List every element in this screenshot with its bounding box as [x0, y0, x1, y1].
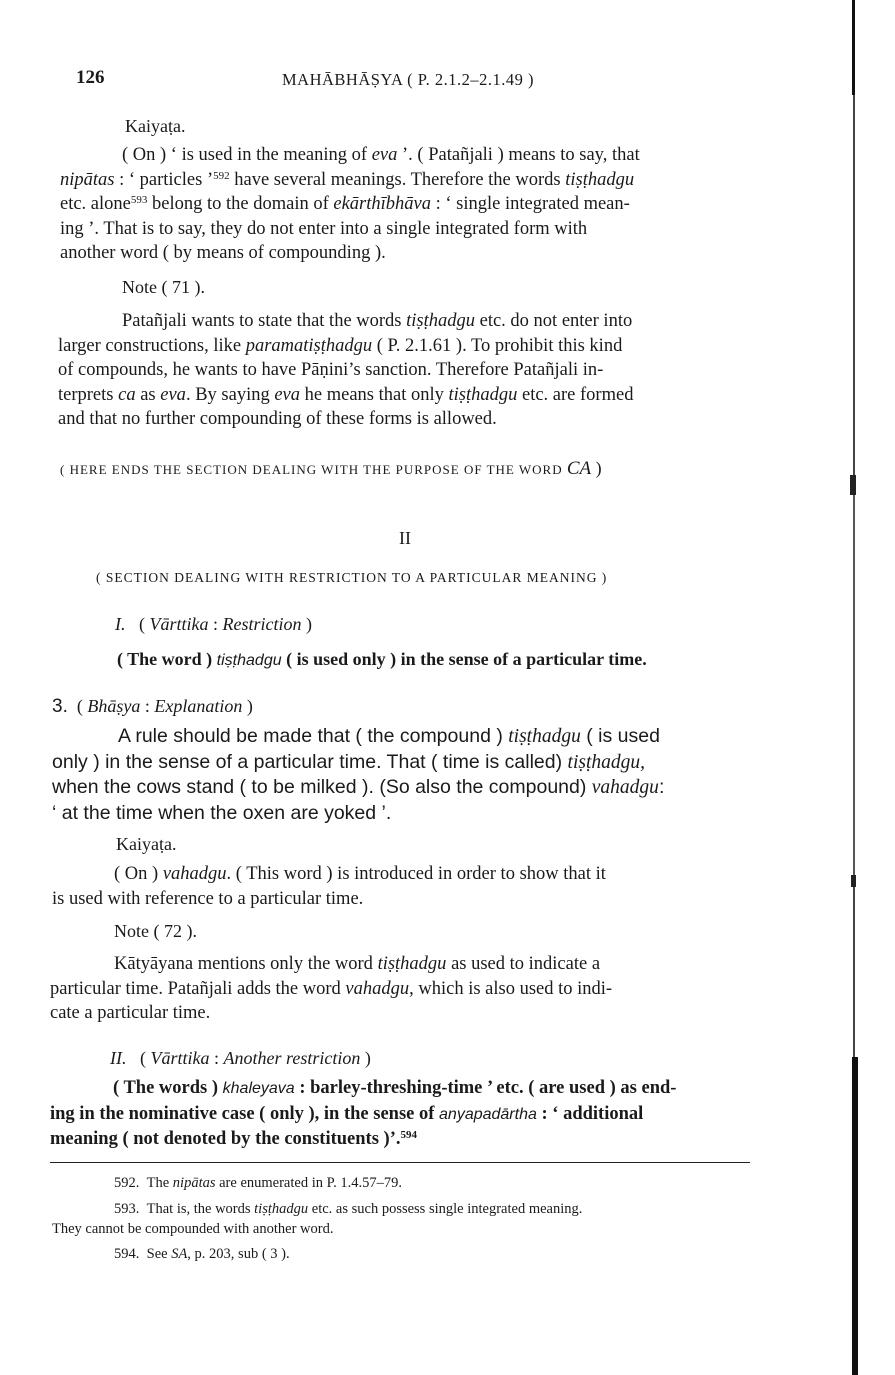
- varttika-1-heading: I. ( Vārttika : Restriction ): [115, 614, 313, 634]
- kaiyata-label-2: Kaiyaṭa.: [116, 834, 177, 854]
- kaiyata-paragraph-1: [60, 143, 762, 266]
- bhasya-paragraph: [52, 724, 752, 825]
- text-line: ‘ at the time when the oxen are yoked ’.: [52, 801, 392, 824]
- footnote-594: 594. See SA, p. 203, sub ( 3 ).: [114, 1246, 290, 1262]
- text-line: ( On ) ‘ is used in the meaning of eva ’. ( Patañjali ) means to say, that: [122, 145, 640, 165]
- note-72-label: Note ( 72 ).: [114, 921, 197, 941]
- text-line: Patañjali wants to state that the words tiṣṭhadgu etc. do not enter into: [122, 311, 633, 331]
- footnote-592: 592. The nipātas are enumerated in P. 1.4.57–79.: [114, 1175, 402, 1191]
- text-line: another word ( by means of compounding ).: [60, 243, 386, 263]
- section-end-line: ( HERE ENDS THE SECTION DEALING WITH THE PURPOSE OF THE WORD CA ): [60, 458, 602, 479]
- varttika-2-heading: II. ( Vārttika : Another restriction ): [110, 1048, 371, 1068]
- running-title: MAHĀBHĀṢYA ( P. 2.1.2–2.1.49 ): [282, 70, 534, 89]
- text-line: terprets ca as eva. By saying eva he means that only tiṣṭhadgu etc. are formed: [58, 384, 634, 405]
- text-line: and that no further compounding of these forms is allowed.: [58, 409, 497, 429]
- note-71-paragraph: [58, 309, 760, 432]
- varttika-1-text: ( The word ) tiṣṭhadgu ( is used only ) in the sense of a particular time.: [117, 649, 647, 669]
- text-line: cate a particular time.: [50, 1003, 211, 1023]
- text-line: nipātas : ‘ particles ’$^{592}$ have several meanings. Therefore the words tiṣṭhadgu: [60, 169, 635, 190]
- footnote-divider: [50, 1162, 750, 1163]
- scan-binding-edge: [850, 0, 860, 1375]
- varttika-2-paragraph: [50, 1076, 750, 1152]
- text-line: meaning ( not denoted by the constituents )’.$^{594}$: [50, 1129, 417, 1149]
- bhasya-heading: 3. ( Bhāṣya : Explanation ): [52, 696, 253, 717]
- text-line: A rule should be made that ( the compound ) tiṣṭhadgu ( is used: [118, 725, 660, 747]
- text-line: larger constructions, like paramatiṣṭhadgu ( P. 2.1.61 ). To prohibit this kind: [58, 335, 623, 356]
- kaiyata-paragraph-2: [52, 862, 752, 911]
- text-line: ing in the nominative case ( only ), in the sense of anyapadārtha : ‘ additional: [50, 1103, 644, 1124]
- text-line: when the cows stand ( to be milked ). (So also the compound) vahadgu:: [52, 776, 665, 798]
- note-72-paragraph: [50, 952, 752, 1026]
- text-line: particular time. Patañjali adds the word vahadgu, which is also used to indi-: [50, 978, 613, 999]
- page-number: 126: [76, 67, 105, 88]
- text-line: ( On ) vahadgu. ( This word ) is introduced in order to show that it: [114, 864, 606, 884]
- text-line: of compounds, he wants to have Pāṇini’s sanction. Therefore Patañjali in-: [58, 360, 604, 380]
- note-71-label: Note ( 71 ).: [122, 277, 205, 297]
- text-line: etc. alone$^{593}$ belong to the domain of ekārthībhāva : ‘ single integrated mean-: [60, 194, 630, 214]
- text-line: ( The words ) khaleyava : barley-threshing-time ’ etc. ( are used ) as end-: [113, 1078, 677, 1098]
- text-line: ing ’. That is to say, they do not enter into a single integrated form with: [60, 218, 588, 239]
- section-heading: ( SECTION DEALING WITH RESTRICTION TO A PARTICULAR MEANING ): [96, 570, 608, 585]
- text-line: Kātyāyana mentions only the word tiṣṭhadgu as used to indicate a: [114, 954, 601, 974]
- footnote-593-continued: They cannot be compounded with another word.: [52, 1221, 334, 1237]
- text-line: only ) in the sense of a particular time. That ( time is called) tiṣṭhadgu,: [52, 750, 645, 773]
- section-numeral: II: [399, 528, 411, 548]
- kaiyata-label-1: Kaiyaṭa.: [125, 116, 186, 136]
- text-line: is used with reference to a particular time.: [52, 888, 364, 909]
- footnote-593: 593. That is, the words tiṣṭhadgu etc. as such possess single integrated meaning.: [114, 1201, 583, 1217]
